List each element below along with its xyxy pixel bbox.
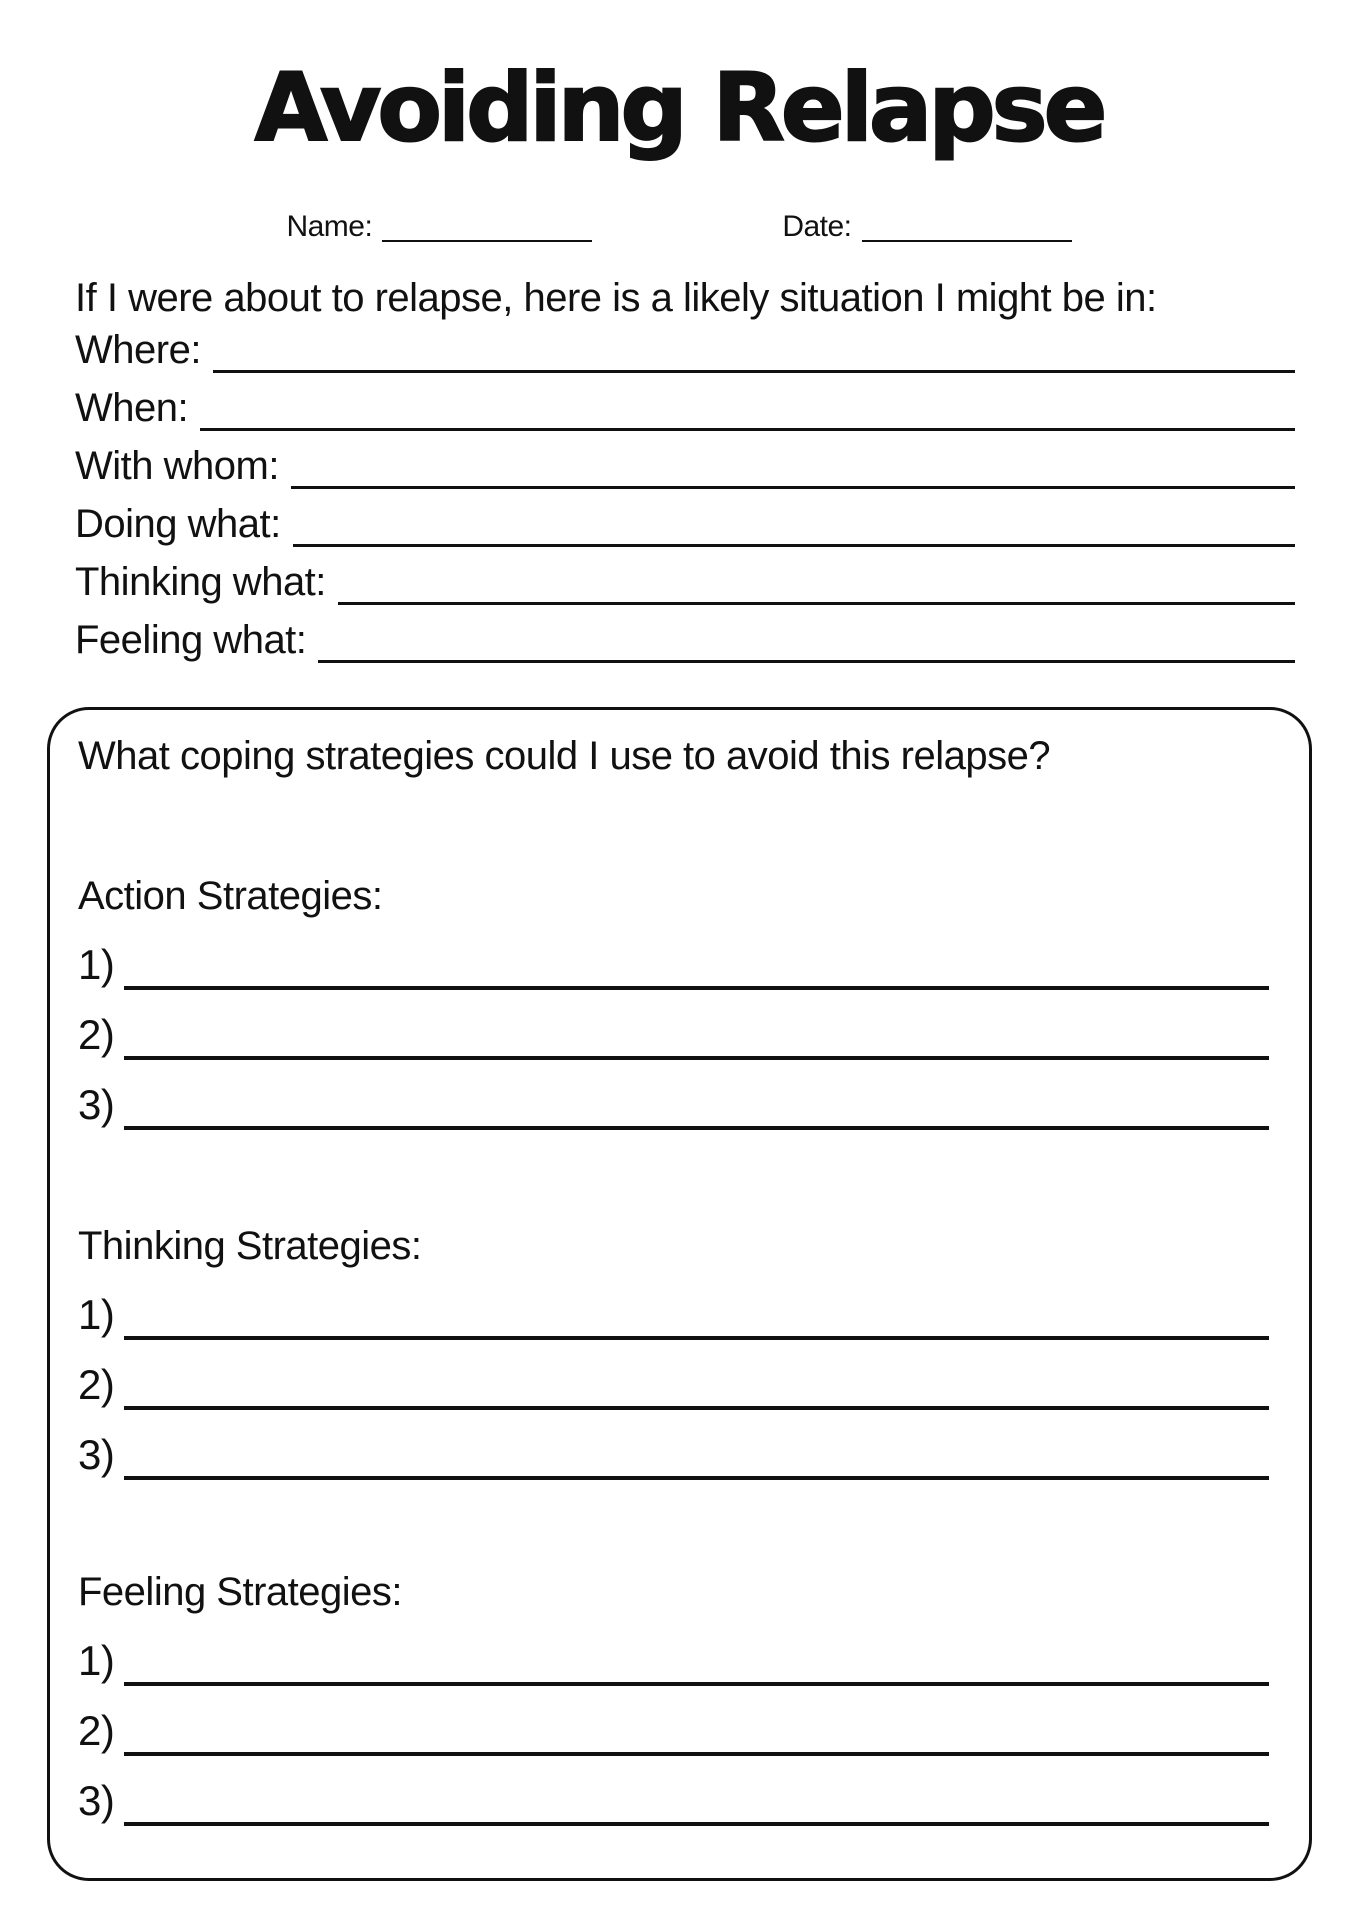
date-label: Date: [782,210,852,243]
field-label-where: Where: [75,327,201,372]
action-strategy-row-1 [78,930,1269,1000]
thinking-item-number-3: 3) [78,1431,115,1478]
action-strategy-line-3[interactable] [124,1080,1269,1130]
action-item-number-3: 3) [78,1081,115,1128]
thinking-strategy-line-3[interactable] [124,1430,1269,1480]
field-row-when [75,379,1295,437]
name-label: Name: [286,210,373,243]
field-row-with-whom [75,437,1295,495]
where-input-line[interactable] [213,327,1295,373]
feeling-item-number-3: 3) [78,1777,115,1824]
action-strategy-line-2[interactable] [124,1010,1269,1060]
action-strategy-row-2 [78,1000,1269,1070]
action-strategy-line-1[interactable] [124,940,1269,990]
field-label-feeling-what: Feeling what: [75,617,307,662]
situation-section [0,275,1358,669]
field-row-feeling-what [75,611,1295,669]
field-label-with-whom: With whom: [75,443,279,488]
feeling-strategy-line-3[interactable] [124,1776,1269,1826]
action-item-number-2: 2) [78,1011,115,1058]
feeling-strategies-section [78,1568,1269,1836]
feeling-strategy-row-1 [78,1626,1269,1696]
date-field-group [782,205,1071,245]
action-strategies-section [78,872,1269,1140]
field-row-where [75,321,1295,379]
feeling-item-number-1: 1) [78,1637,115,1684]
date-input-line[interactable] [862,240,1072,242]
doing-what-input-line[interactable] [293,501,1295,547]
thinking-what-input-line[interactable] [338,559,1295,605]
thinking-strategy-row-1 [78,1280,1269,1350]
feeling-item-number-2: 2) [78,1707,115,1754]
thinking-item-number-1: 1) [78,1291,115,1338]
thinking-strategies-section [78,1222,1269,1490]
field-row-doing-what [75,495,1295,553]
feeling-strategy-line-2[interactable] [124,1706,1269,1756]
feeling-strategy-line-1[interactable] [124,1636,1269,1686]
thinking-strategy-line-2[interactable] [124,1360,1269,1410]
name-field-group [286,205,592,245]
thinking-strategy-row-2 [78,1350,1269,1420]
name-date-row [0,205,1358,245]
feeling-strategy-row-3 [78,1766,1269,1836]
action-strategy-row-3 [78,1070,1269,1140]
thinking-strategy-row-3 [78,1420,1269,1490]
action-item-number-1: 1) [78,941,115,988]
thinking-strategy-line-1[interactable] [124,1290,1269,1340]
field-row-thinking-what [75,553,1295,611]
feeling-strategies-heading: Feeling Strategies: [78,1570,403,1614]
feeling-what-input-line[interactable] [318,617,1295,663]
field-label-doing-what: Doing what: [75,501,281,546]
name-input-line[interactable] [382,240,592,242]
action-strategies-heading: Action Strategies: [78,874,383,918]
coping-question: What coping strategies could I use to avoid this relapse? [78,734,1051,778]
page-title: Avoiding Relapse [254,54,1104,163]
when-input-line[interactable] [200,385,1295,431]
thinking-item-number-2: 2) [78,1361,115,1408]
field-label-thinking-what: Thinking what: [75,559,326,604]
intro-text: If I were about to relapse, here is a likely situation I might be in: [75,276,1157,320]
field-label-when: When: [75,385,189,430]
with-whom-input-line[interactable] [291,443,1295,489]
feeling-strategy-row-2 [78,1696,1269,1766]
coping-strategies-box [47,707,1312,1881]
thinking-strategies-heading: Thinking Strategies: [78,1224,422,1268]
